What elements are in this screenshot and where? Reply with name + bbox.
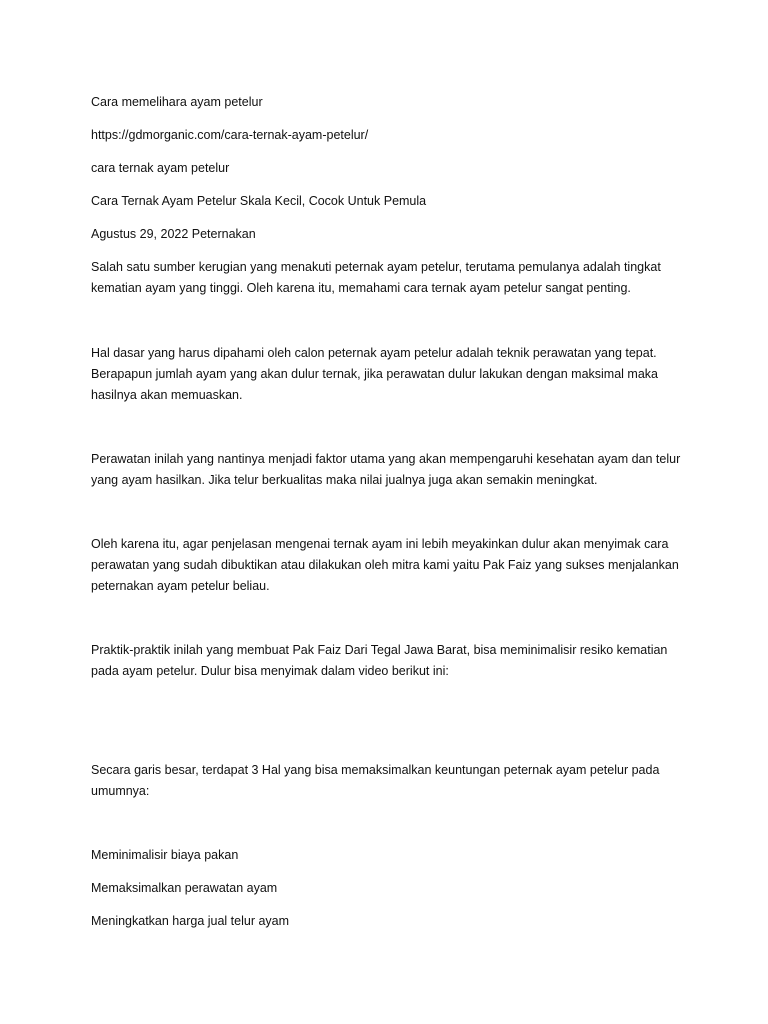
paragraph: Oleh karena itu, agar penjelasan mengenai ternak ayam ini lebih meyakinkan dulur akan menyimak cara perawatan yang sudah dibuktikan atau dilakukan oleh mitra kami yaitu Pak Faiz yang sukses menjalankan peternakan ayam petelur beliau. (91, 537, 679, 593)
article-title: Cara Ternak Ayam Petelur Skala Kecil, Cocok Untuk Pemula (91, 194, 427, 208)
paragraph: Perawatan inilah yang nantinya menjadi faktor utama yang akan mempengaruhi kesehatan ayam dan telur yang ayam hasilkan. Jika telur berkualitas maka nilai jualnya juga akan semakin meningkat. (91, 452, 681, 487)
document-heading: Cara memelihara ayam petelur (91, 95, 263, 109)
source-url: https://gdmorganic.com/cara-ternak-ayam-petelur/ (91, 128, 369, 142)
list-item: Memaksimalkan perawatan ayam (91, 881, 278, 895)
paragraph: Salah satu sumber kerugian yang menakuti peternak ayam petelur, terutama pemulanya adalah tingkat kematian ayam yang tinggi. Oleh karena itu, memahami cara ternak ayam petelur sangat penting. (91, 260, 661, 295)
list-item: Meminimalisir biaya pakan (91, 848, 239, 862)
paragraph: Secara garis besar, terdapat 3 Hal yang bisa memaksimalkan keuntungan peternak ayam petelur pada umumnya: (91, 763, 660, 798)
paragraph: Hal dasar yang harus dipahami oleh calon peternak ayam petelur adalah teknik perawatan yang tepat. Berapapun jumlah ayam yang akan dulur ternak, jika perawatan dulur lakukan dengan maksimal maka hasilnya akan memuaskan. (91, 346, 658, 402)
keyword-line: cara ternak ayam petelur (91, 161, 230, 175)
list-item: Meningkatkan harga jual telur ayam (91, 914, 290, 928)
paragraph: Praktik-praktik inilah yang membuat Pak Faiz Dari Tegal Jawa Barat, bisa meminimalisir resiko kematian pada ayam petelur. Dulur bisa menyimak dalam video berikut ini: (91, 643, 668, 678)
date-category: Agustus 29, 2022 Peternakan (91, 227, 256, 241)
